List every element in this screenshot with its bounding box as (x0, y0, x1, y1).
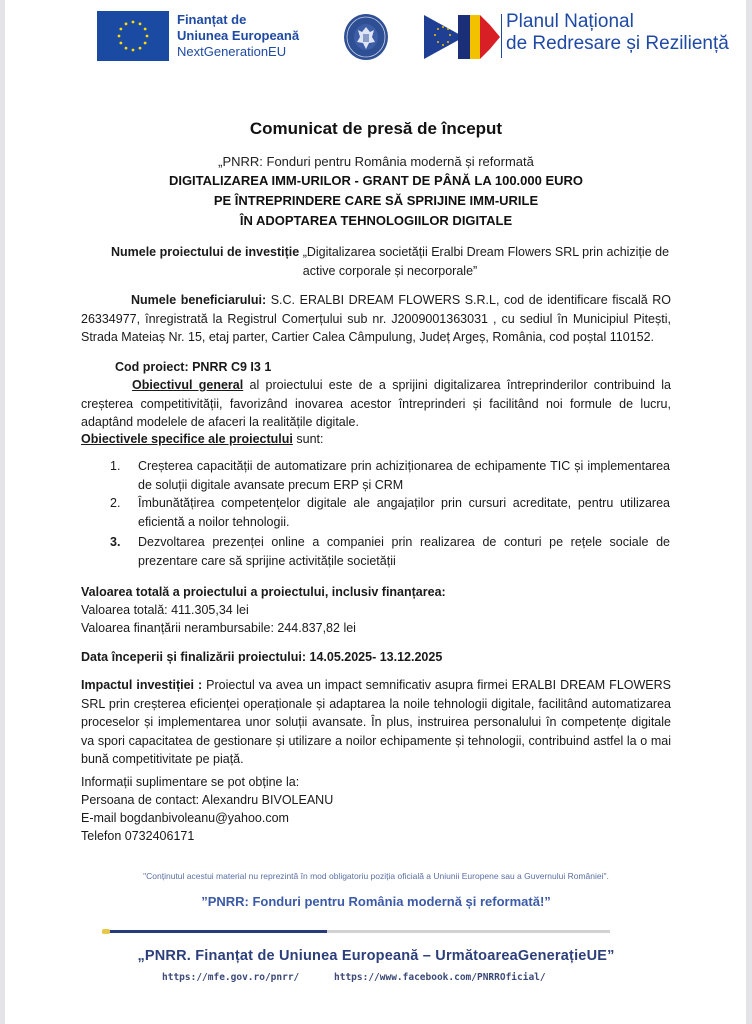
general-objective-paragraph (81, 376, 671, 432)
list-item (110, 457, 670, 494)
pnrr-logo-line2: de Redresare și Reziliență (506, 33, 729, 54)
eu-star-icon (146, 35, 149, 38)
project-code: Cod proiect: PNRR C9 I3 1 (115, 360, 272, 374)
beneficiary-label: Numele beneficiarului: (131, 293, 267, 307)
eu-logo-line3: NextGenerationEU (177, 44, 287, 59)
contact-intro: Informații suplimentare se pot obține la: (81, 775, 300, 789)
specific-objectives-list (110, 457, 670, 570)
subtitle: „PNRR: Fonduri pentru România modernă și reformată (218, 154, 534, 169)
eu-star-icon (144, 28, 147, 31)
beneficiary-paragraph (81, 291, 671, 347)
disclaimer: "Conținutul acestui material nu reprezintă în mod obligatoriu poziția oficială a Uniunii Europene sau a Guvernului României". (143, 871, 609, 881)
eu-star-icon (118, 35, 121, 38)
eu-star-icon (125, 47, 128, 50)
caps-heading-line: DIGITALIZAREA IMM-URILOR - GRANT DE PÂNĂ LA 100.000 EURO (168, 173, 584, 188)
project-name-value: „Digitalizarea societății Eralbi Dream Flowers SRL prin achiziție de active corporale și necorporale” (299, 245, 670, 278)
eu-star-icon (139, 22, 142, 25)
pnrr-logo-divider (501, 14, 502, 58)
specific-objectives-heading (81, 430, 323, 449)
eu-star-icon (125, 22, 128, 25)
eu-star-icon (132, 49, 135, 52)
eu-funding-logo-text (177, 12, 299, 60)
pnrr-arrows-icon (424, 15, 500, 59)
list-item-text: Creșterea capacității de automatizare prin achiziționarea de echipamente TIC și implementarea de soluții digitale avansate precum ERP și CRM (138, 459, 670, 492)
list-item-text: Dezvoltarea prezenței online a companiei prin realizarea de conturi pe rețele sociale de prezentare care să sprijine activitățile societății (138, 535, 670, 568)
contact-person: Persoana de contact: Alexandru BIVOLEANU (81, 793, 334, 807)
list-item-text: Îmbunătățirea competențelor digitale ale angajaților prin cursuri acreditate, pentru utilizarea eficientă a noilor tehnologii. (138, 496, 670, 529)
eu-logo-line1: Finanțat de (177, 12, 247, 27)
list-item (110, 533, 670, 570)
banner-bar-fill (105, 930, 327, 933)
caps-heading-line: PE ÎNTREPRINDERE CARE SĂ SPRIJINE IMM-URILE (213, 193, 539, 208)
specific-objectives-suffix: sunt: (292, 432, 324, 446)
project-name (110, 243, 670, 281)
eu-star-icon (132, 21, 135, 24)
list-item-number: 1. (110, 459, 121, 473)
impact-text: Proiectul va avea un impact semnificativ asupra firmei ERALBI DREAM FLOWERS SRL prin creșterea eficienței operaționale și adaptarea la noile tehnologii digitale, facilitând automatizarea proceselor și implementarea unor soluții avansate. În plus, instruirea personalului în competențe digitale va spori capacitatea de gestionare și utilizare a noilor echipamente și tehnologii, contribuind astfel la o mai bună competitivitate pe piață. (81, 678, 671, 766)
eu-star-icon (119, 28, 122, 31)
page-title: Comunicat de presă de început (249, 119, 503, 138)
beneficiary-value: S.C. ERALBI DREAM FLOWERS S.R.L, cod de identificare fiscală RO 26334977, înregistrată la Registrul Comerțului sub nr. J2009001363031 , cu sediul în Municipiul Pitești, Strada Mateiaș Nr. 15, etaj parter, Cartier Calea Câmpulung, Județ Argeș, România, cod poștal 110152. (81, 293, 671, 344)
pnrr-slogan: ”PNRR: Fonduri pentru România modernă și reformată!” (201, 894, 551, 909)
specific-objectives-label: Obiectivele specifice ale proiectului (81, 432, 293, 446)
guvernul-romaniei-seal-icon (343, 13, 389, 61)
funding-slogan: „PNRR. Finanțat de Uniunea Europeană – UrmătoareaGenerațieUE” (137, 948, 615, 964)
total-value: Valoarea totală: 411.305,34 lei (81, 603, 249, 617)
pnrr-logo-line1: Planul Național (506, 11, 634, 32)
contact-phone: Telefon 0732406171 (81, 829, 195, 843)
eu-star-icon (119, 42, 122, 45)
impact-paragraph (81, 676, 671, 769)
eu-star-icon (139, 47, 142, 50)
mfe-link[interactable]: https://mfe.gov.ro/pnrr/ (162, 972, 300, 983)
list-item-number: 3. (110, 535, 121, 549)
project-name-label: Numele proiectului de investiție (110, 245, 300, 259)
pnrr-logo-text (506, 11, 729, 55)
eu-logo-line2: Uniunea Europeană (177, 28, 300, 43)
caps-heading-line: ÎN ADOPTAREA TEHNOLOGIILOR DIGITALE (239, 213, 513, 228)
contact-info (81, 773, 333, 845)
general-objective-label: Obiectivul general (132, 378, 244, 392)
list-item-number: 2. (110, 496, 121, 510)
eu-flag-icon (97, 11, 169, 61)
list-item (110, 494, 670, 531)
facebook-link[interactable]: https://www.facebook.com/PNRROficial/ (334, 972, 546, 983)
value-heading: Valoarea totală a proiectului a proiectului, inclusiv finanțarea: (81, 585, 446, 599)
project-dates: Data începerii și finalizării proiectului: 14.05.2025- 13.12.2025 (81, 650, 443, 664)
contact-email: E-mail bogdanbivoleanu@yahoo.com (81, 811, 289, 825)
grant-value: Valoarea finanțării nerambursabile: 244.837,82 lei (81, 621, 356, 635)
banner-bar-star-icon (102, 929, 110, 934)
eu-star-icon (144, 42, 147, 45)
general-objective-text: al proiectului este de a sprijini digitalizarea întreprinderilor contribuind la creșterea competitivității, favorizând inovarea acestor întreprinderi și facilitând noi formule de lucru, adaptând modelele de afaceri la realitățile digitale. (81, 378, 671, 429)
impact-label: Impactul investiției : (81, 678, 203, 692)
